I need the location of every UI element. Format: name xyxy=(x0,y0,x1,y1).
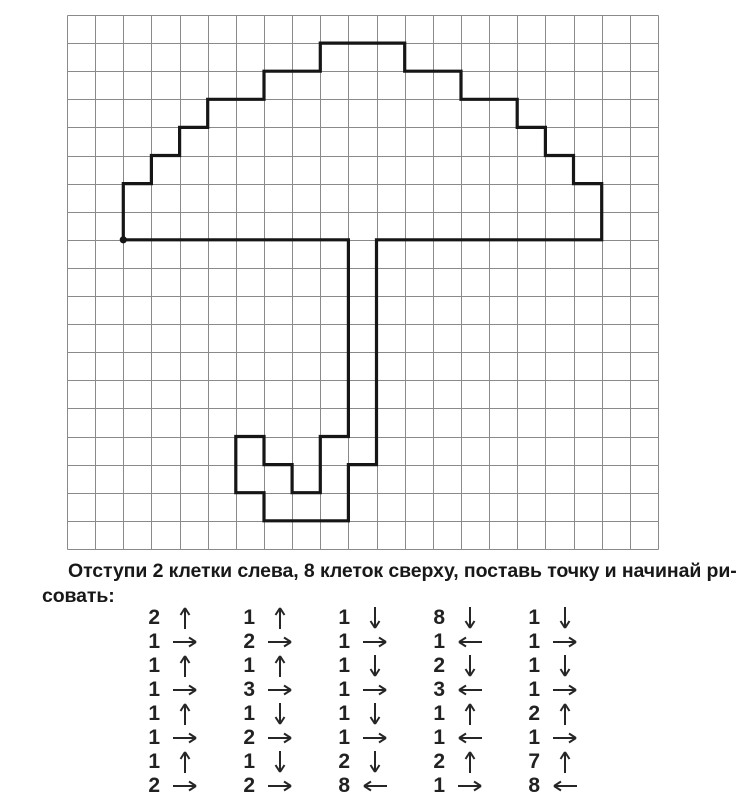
instruction-line-1: Отступи 2 клетки слева, 8 клеток сверху, поставь точку и начинай ри- xyxy=(68,560,737,582)
step-cell xyxy=(138,630,233,654)
step-count: 2 xyxy=(148,774,160,797)
arrow-right-icon xyxy=(360,678,390,702)
step-count: 1 xyxy=(338,654,350,677)
step-count: 3 xyxy=(243,678,255,701)
step-count: 1 xyxy=(148,750,160,773)
step-cell xyxy=(138,678,233,702)
instruction-line-2: совать: xyxy=(42,585,115,607)
arrow-right-icon xyxy=(550,630,580,654)
step-cell xyxy=(138,702,233,726)
step-count: 1 xyxy=(338,702,350,725)
step-cell xyxy=(518,654,613,678)
step-cell xyxy=(518,678,613,702)
step-cell xyxy=(233,630,328,654)
step-count: 1 xyxy=(528,606,540,629)
step-count: 1 xyxy=(243,606,255,629)
step-cell xyxy=(518,774,613,798)
arrow-left-icon xyxy=(455,678,485,702)
drawing-grid xyxy=(67,15,659,549)
start-dot xyxy=(120,236,127,243)
step-count: 1 xyxy=(243,654,255,677)
arrow-right-icon xyxy=(170,774,200,798)
arrow-up-icon xyxy=(550,702,580,726)
step-count: 8 xyxy=(433,606,445,629)
step-cell xyxy=(328,606,423,630)
step-count: 1 xyxy=(338,606,350,629)
step-cell xyxy=(518,702,613,726)
step-count: 8 xyxy=(338,774,350,797)
step-cell xyxy=(233,654,328,678)
step-cell xyxy=(518,630,613,654)
step-count: 1 xyxy=(243,750,255,773)
arrow-down-icon xyxy=(455,654,485,678)
arrow-right-icon xyxy=(550,726,580,750)
arrow-up-icon xyxy=(170,702,200,726)
step-cell xyxy=(233,774,328,798)
arrow-up-icon xyxy=(455,750,485,774)
step-count: 1 xyxy=(528,630,540,653)
table-row xyxy=(138,606,613,630)
table-row xyxy=(138,702,613,726)
step-count: 2 xyxy=(338,750,350,773)
arrow-right-icon xyxy=(360,726,390,750)
arrow-right-icon xyxy=(550,678,580,702)
arrow-up-icon xyxy=(170,606,200,630)
step-count: 2 xyxy=(243,630,255,653)
dictation-table xyxy=(138,606,613,798)
step-count: 1 xyxy=(433,630,445,653)
umbrella-outline-path xyxy=(123,43,601,521)
arrow-right-icon xyxy=(265,678,295,702)
step-count: 2 xyxy=(243,774,255,797)
step-count: 2 xyxy=(433,654,445,677)
step-cell xyxy=(233,702,328,726)
table-row xyxy=(138,750,613,774)
step-cell xyxy=(138,774,233,798)
table-row xyxy=(138,678,613,702)
arrow-left-icon xyxy=(550,774,580,798)
arrow-right-icon xyxy=(360,630,390,654)
step-count: 2 xyxy=(433,750,445,773)
arrow-down-icon xyxy=(360,702,390,726)
arrow-down-icon xyxy=(550,606,580,630)
step-cell xyxy=(423,606,518,630)
step-cell xyxy=(328,702,423,726)
step-count: 1 xyxy=(433,702,445,725)
step-count: 7 xyxy=(528,750,540,773)
arrow-up-icon xyxy=(265,606,295,630)
arrow-down-icon xyxy=(550,654,580,678)
arrow-right-icon xyxy=(170,726,200,750)
arrow-left-icon xyxy=(455,630,485,654)
step-cell xyxy=(423,654,518,678)
step-count: 1 xyxy=(433,726,445,749)
step-cell xyxy=(423,774,518,798)
step-cell xyxy=(423,750,518,774)
step-cell xyxy=(328,774,423,798)
arrow-up-icon xyxy=(170,654,200,678)
arrow-down-icon xyxy=(265,702,295,726)
instruction-paragraph xyxy=(42,559,737,609)
step-count: 2 xyxy=(148,606,160,629)
step-cell xyxy=(423,678,518,702)
step-count: 2 xyxy=(243,726,255,749)
step-count: 1 xyxy=(148,630,160,653)
step-cell xyxy=(423,630,518,654)
step-cell xyxy=(518,606,613,630)
step-count: 1 xyxy=(148,678,160,701)
arrow-down-icon xyxy=(360,654,390,678)
step-cell xyxy=(328,654,423,678)
step-cell xyxy=(518,726,613,750)
grid-svg xyxy=(67,15,659,550)
step-cell xyxy=(233,606,328,630)
step-count: 1 xyxy=(528,654,540,677)
arrow-down-icon xyxy=(360,750,390,774)
step-cell xyxy=(138,726,233,750)
table-row xyxy=(138,726,613,750)
step-count: 2 xyxy=(528,702,540,725)
arrow-left-icon xyxy=(455,726,485,750)
step-count: 1 xyxy=(148,702,160,725)
arrow-up-icon xyxy=(170,750,200,774)
table-row xyxy=(138,630,613,654)
step-count: 1 xyxy=(528,678,540,701)
arrow-down-icon xyxy=(455,606,485,630)
arrow-up-icon xyxy=(455,702,485,726)
arrow-right-icon xyxy=(170,678,200,702)
step-cell xyxy=(328,726,423,750)
arrow-right-icon xyxy=(265,726,295,750)
step-cell xyxy=(233,750,328,774)
step-cell xyxy=(138,606,233,630)
step-cell xyxy=(423,726,518,750)
step-cell xyxy=(138,750,233,774)
arrow-right-icon xyxy=(455,774,485,798)
step-count: 1 xyxy=(148,726,160,749)
step-cell xyxy=(518,750,613,774)
arrow-right-icon xyxy=(265,774,295,798)
step-cell xyxy=(328,678,423,702)
arrow-right-icon xyxy=(170,630,200,654)
arrow-down-icon xyxy=(265,750,295,774)
step-count: 1 xyxy=(338,678,350,701)
arrow-up-icon xyxy=(550,750,580,774)
arrow-right-icon xyxy=(265,630,295,654)
arrow-up-icon xyxy=(265,654,295,678)
step-count: 1 xyxy=(338,726,350,749)
step-count: 3 xyxy=(433,678,445,701)
step-count: 1 xyxy=(433,774,445,797)
step-count: 1 xyxy=(148,654,160,677)
arrow-left-icon xyxy=(360,774,390,798)
step-cell xyxy=(233,678,328,702)
step-cell xyxy=(233,726,328,750)
step-cell xyxy=(423,702,518,726)
step-count: 8 xyxy=(528,774,540,797)
step-cell xyxy=(138,654,233,678)
grid-lines xyxy=(68,16,659,550)
step-cell xyxy=(328,750,423,774)
step-cell xyxy=(328,630,423,654)
step-count: 1 xyxy=(243,702,255,725)
step-count: 1 xyxy=(528,726,540,749)
table-row xyxy=(138,774,613,798)
arrow-down-icon xyxy=(360,606,390,630)
table-row xyxy=(138,654,613,678)
step-count: 1 xyxy=(338,630,350,653)
